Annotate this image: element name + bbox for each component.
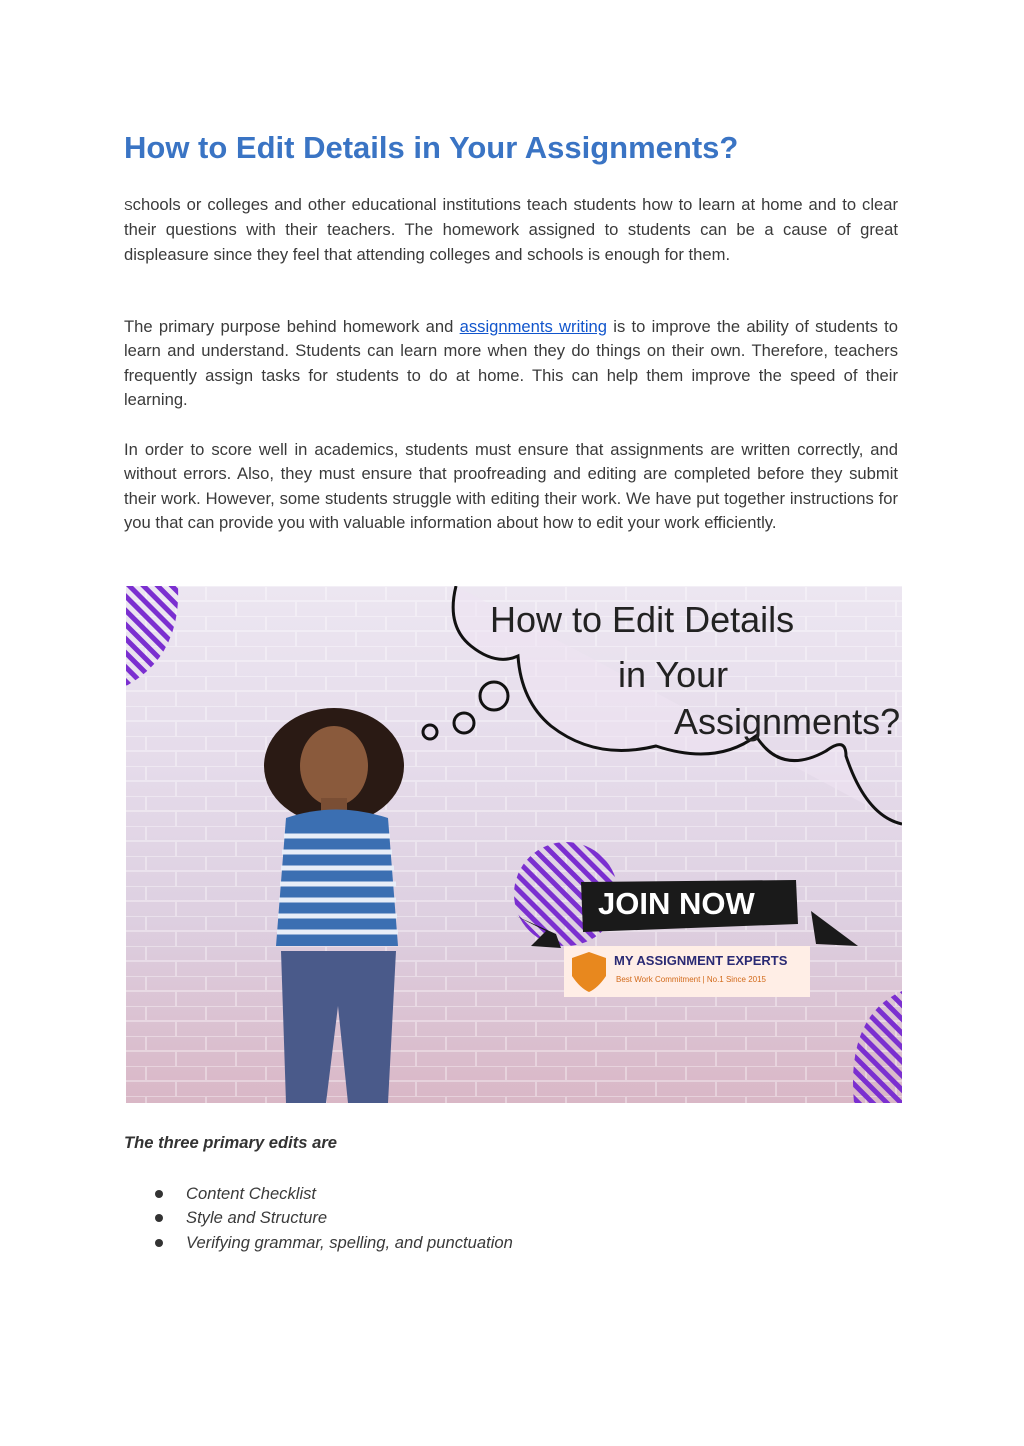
- list-item: [150, 1206, 513, 1230]
- purpose-text-after: is to improve the ability of students to learn and understand. Students can learn more when they do things on their own. Therefore, teachers frequently assign tasks for students to do at home. This can help them improve the speed of their learning.: [124, 317, 898, 410]
- bullet-icon: [155, 1214, 163, 1222]
- editing-paragraph: In order to score well in academics, students must ensure that assignments are written correctly, and without errors. Also, they must ensure that proofreading and editing are completed before they submit their work. However, some students struggle with editing their work. We have put together instructions for you that can provide you with valuable information about how to edit your work efficiently.: [124, 440, 898, 533]
- edits-subheading: The three primary edits are: [124, 1133, 338, 1152]
- intro-text: chools or colleges and other educational institutions teach students how to learn at home and to clear their questions with their teachers. The homework assigned to students can be a cause of great displeasure since they feel that attending colleges and schools is enough for them.: [124, 195, 898, 264]
- brand-name: MY ASSIGNMENT EXPERTS: [614, 953, 788, 968]
- bullet-icon: [155, 1190, 163, 1198]
- edits-list: [150, 1182, 513, 1255]
- page-title: How to Edit Details in Your Assignments?: [124, 130, 739, 165]
- list-item-text: Style and Structure: [186, 1208, 328, 1228]
- purpose-paragraph: [124, 315, 898, 413]
- intro-first-letter: S: [124, 198, 133, 213]
- list-item: [150, 1231, 513, 1255]
- bullet-icon: [155, 1239, 163, 1247]
- banner-image: [126, 586, 902, 1103]
- bubble-line-2: in Your: [618, 654, 729, 695]
- brick-wall-texture: [126, 586, 902, 1103]
- bubble-line-1: How to Edit Details: [490, 599, 795, 640]
- brand-tagline: Best Work Commitment | No.1 Since 2015: [616, 975, 766, 984]
- join-now-label[interactable]: JOIN NOW: [598, 886, 755, 921]
- list-item-text: Content Checklist: [186, 1184, 317, 1203]
- assignments-writing-link[interactable]: assignments writing: [459, 317, 608, 336]
- banner-illustration: [126, 586, 902, 1103]
- list-item: [150, 1182, 513, 1206]
- list-item-text: Verifying grammar, spelling, and punctuation: [186, 1232, 513, 1252]
- intro-paragraph: [124, 193, 898, 267]
- bubble-line-3: Assignments?: [674, 701, 901, 742]
- purpose-text-before: The primary purpose behind homework and: [124, 317, 460, 336]
